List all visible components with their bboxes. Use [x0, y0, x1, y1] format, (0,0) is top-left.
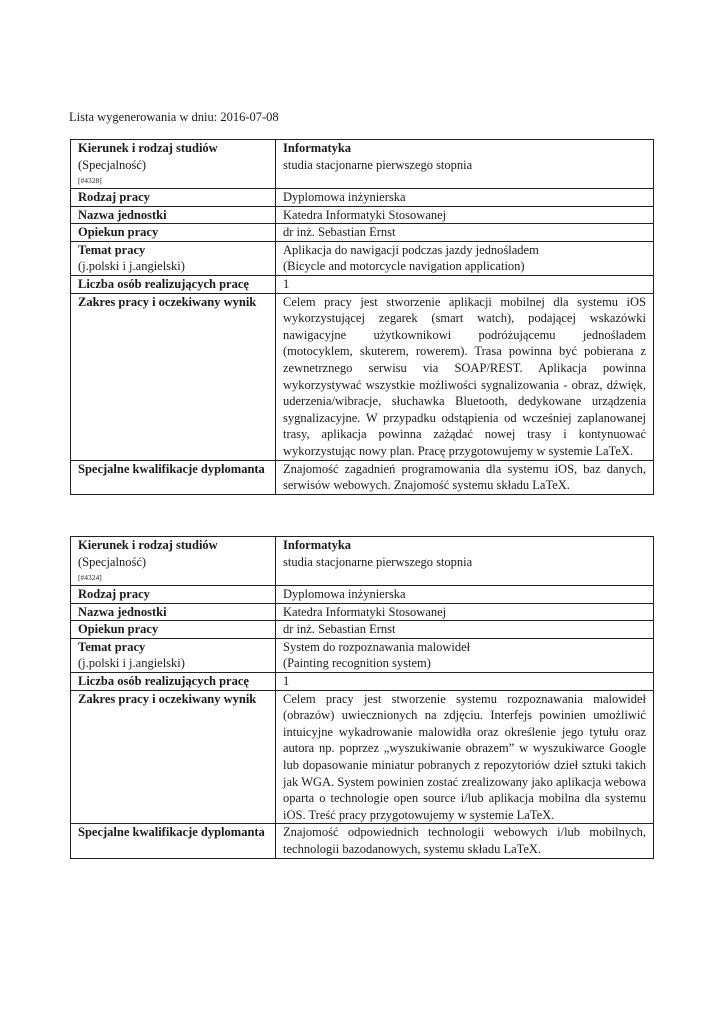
supervisor-label: Opiekun pracy	[71, 224, 276, 242]
field-value-cell	[276, 537, 654, 586]
topic-pl: System do rozpoznawania malowideł	[283, 639, 471, 654]
unit-row	[71, 206, 654, 224]
generation-date-header: Lista wygenerowania w dniu: 2016-07-08	[69, 110, 279, 124]
scope-value: Celem pracy jest stworzenie aplikacji mobilnej dla systemu iOS wykorzystującej zegarek (smart watch), podającej wskazówki nawigacyjne użytkownikowi podróżującemu jednośladem (motocyklem, skuterem, rowerem). Trasa powinna być pobierana z zewnetrznego serwisu via SOAP/REST. Aplikacja powinna wykorzystywać wszystkie możliwości sygnalizowania - obraz, dźwięk, uderzenia/wibracje, słuchawka Bluetooth, dedykowane urządzenia sygnalizacyjne. W przypadku odstąpienia od wcześniej zaplanowanej trasy, aplikacja powinna zażądać nowej trasy i kontynuować wykorzystując nowy plan. Pracę przygotowujemy w systemie LaTeX.	[276, 293, 654, 460]
type-row	[71, 189, 654, 207]
unit-label: Nazwa jednostki	[71, 206, 276, 224]
field-row	[71, 140, 654, 189]
field-label: Kierunek i rodzaj studiów	[78, 141, 218, 155]
thesis-table	[70, 139, 654, 495]
type-row	[71, 586, 654, 604]
count-label: Liczba osób realizujących pracę	[71, 672, 276, 690]
field-value-cell	[276, 140, 654, 189]
supervisor-value: dr inż. Sebastian Ernst	[276, 224, 654, 242]
field-label-cell	[71, 140, 276, 189]
field-label: Kierunek i rodzaj studiów	[78, 538, 218, 552]
thesis-code: [#4328]	[78, 176, 102, 186]
thesis-table	[70, 536, 654, 859]
unit-value: Katedra Informatyki Stosowanej	[276, 603, 654, 621]
topic-en: (Painting recognition system)	[283, 656, 431, 671]
scope-row	[71, 690, 654, 824]
topic-en: (Bicycle and motorcycle navigation application)	[283, 259, 525, 274]
type-label: Rodzaj pracy	[71, 586, 276, 604]
field-sub-value: studia stacjonarne pierwszego stopnia	[283, 554, 473, 569]
field-row	[71, 537, 654, 586]
count-row	[71, 275, 654, 293]
unit-label: Nazwa jednostki	[71, 603, 276, 621]
topic-row	[71, 638, 654, 672]
count-value: 1	[276, 672, 654, 690]
type-value: Dyplomowa inżynierska	[276, 586, 654, 604]
unit-value: Katedra Informatyki Stosowanej	[276, 206, 654, 224]
specialty-label: (Specjalność)	[78, 157, 147, 172]
type-value: Dyplomowa inżynierska	[276, 189, 654, 207]
topic-value-cell	[276, 241, 654, 275]
thesis-code: [#4324]	[78, 573, 102, 583]
topic-label: Temat pracy	[78, 639, 146, 654]
supervisor-label: Opiekun pracy	[71, 621, 276, 639]
supervisor-value: dr inż. Sebastian Ernst	[276, 621, 654, 639]
skills-row	[71, 460, 654, 494]
count-value: 1	[276, 275, 654, 293]
count-row	[71, 672, 654, 690]
count-label: Liczba osób realizujących pracę	[71, 275, 276, 293]
scope-value: Celem pracy jest stworzenie systemu rozpoznawania malowideł (obrazów) uwiecznionych na zdjęciu. Interfejs powinien umożliwić intuicyjne wykadrowanie malowidła oraz określenie jego tytułu oraz autora np. poprzez „wyszukiwanie obrazem” w wyszukiwarce Google lub dopasowanie miniatur pobranych z repozytoriów dzieł sztuki takich jak WGA. System powinien zostać zrealizowany jako aplikacja webowa oparta o technologie open source i/lub aplikacja mobilna dla systemu iOS. Treść pracy przygotowujemy w systemie LaTeX.	[276, 690, 654, 824]
skills-row	[71, 824, 654, 858]
scope-label: Zakres pracy i oczekiwany wynik	[71, 293, 276, 460]
scope-label: Zakres pracy i oczekiwany wynik	[71, 690, 276, 824]
skills-label: Specjalne kwalifikacje dyplomanta	[71, 460, 276, 494]
topic-row	[71, 241, 654, 275]
topic-lang-label: (j.polski i j.angielski)	[78, 259, 185, 274]
topic-label-cell	[71, 638, 276, 672]
specialty-label: (Specjalność)	[78, 554, 147, 569]
skills-value: Znajomość zagadnień programowania dla systemu iOS, baz danych, serwisów webowych. Znajomość systemu składu LaTeX.	[276, 460, 654, 494]
field-label-cell	[71, 537, 276, 586]
type-label: Rodzaj pracy	[71, 189, 276, 207]
field-sub-value: studia stacjonarne pierwszego stopnia	[283, 157, 473, 172]
field-value: Informatyka	[283, 141, 352, 155]
skills-label: Specjalne kwalifikacje dyplomanta	[71, 824, 276, 858]
topic-label-cell	[71, 241, 276, 275]
unit-row	[71, 603, 654, 621]
supervisor-row	[71, 621, 654, 639]
skills-value: Znajomość odpowiednich technologii webowych i/lub mobilnych, technologii bazodanowych, systemu składu LaTeX.	[276, 824, 654, 858]
scope-row	[71, 293, 654, 460]
field-value: Informatyka	[283, 538, 352, 552]
topic-pl: Aplikacja do nawigacji podczas jazdy jednośladem	[283, 242, 539, 257]
topic-lang-label: (j.polski i j.angielski)	[78, 656, 185, 671]
topic-value-cell	[276, 638, 654, 672]
supervisor-row	[71, 224, 654, 242]
topic-label: Temat pracy	[78, 242, 146, 257]
